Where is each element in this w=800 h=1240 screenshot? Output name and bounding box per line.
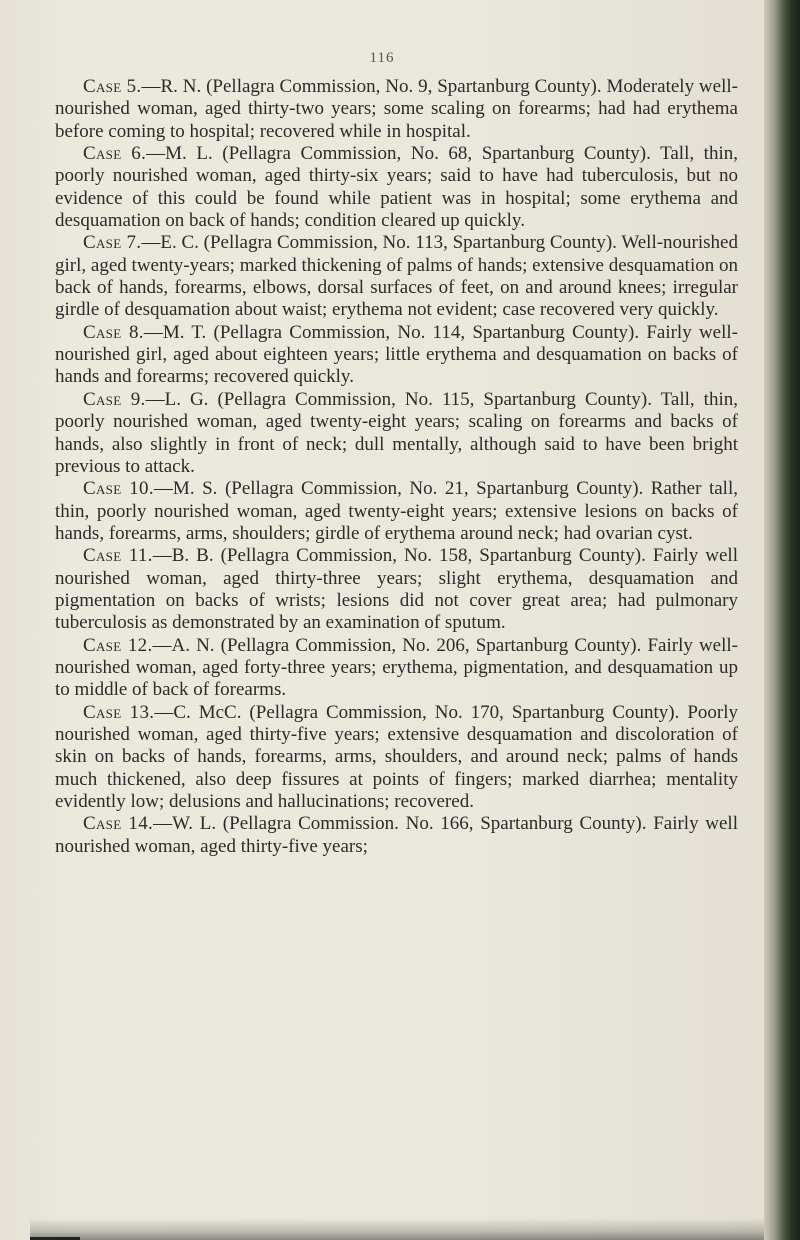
case-text: —M. L. (Pellagra Commission, No. 68, Spartanburg County). Tall, thin, poorly nourished woman, aged thirty-six years; said to have had tuberculosis, but no evidence of this could be found while patient was in hospital; some erythema and desquamation on back of hands; condition cleared up quickly.: [55, 143, 738, 232]
case-label: Case 12.: [83, 634, 153, 656]
case-text: —M. S. (Pellagra Commission, No. 21, Spartanburg County). Rather tall, thin, poorly nourished woman, aged twenty-eight years; extensive lesions on backs of hands, forearms, arms, shoulders; girdle of erythema around neck; had ovarian cyst.: [55, 478, 738, 544]
case-paragraph-6: [55, 143, 738, 232]
case-paragraph-10: [55, 478, 738, 545]
case-label: Case 8.: [83, 321, 144, 343]
case-list: [55, 76, 738, 858]
case-label: Case 14.: [83, 813, 154, 835]
case-paragraph-7: [55, 232, 738, 321]
book-binding-edge: [764, 0, 800, 1240]
case-text: —A. N. (Pellagra Commission, No. 206, Spartanburg County). Fairly well-nourished woman, aged forty-three years; erythema, pigmentation, and desquamation up to middle of back of forearms.: [55, 634, 738, 701]
page-bottom-shadow: [30, 1218, 764, 1240]
case-paragraph-12: [55, 635, 738, 702]
case-text: —C. McC. (Pellagra Commission, No. 170, Spartanburg County). Poorly nourished woman, aged thirty-five years; extensive desquamation and discoloration of skin on backs of hands, forearms, arms, shoulders, and around neck; palms of hands much thickened, also deep fissures at points of fingers; marked diarrhea; mentality evidently low; delusions and hallucinations; recovered.: [55, 701, 738, 812]
case-paragraph-13: [55, 702, 738, 814]
page-number: 116: [369, 50, 395, 66]
case-label: Case 11.: [83, 545, 153, 567]
case-label: Case 9.: [83, 388, 146, 410]
case-label: Case 5.: [83, 76, 142, 97]
case-text: —W. L. (Pellagra Commission. No. 166, Spartanburg County). Fairly well nourished woman, aged thirty-five years;: [55, 813, 738, 857]
case-text: —M. T. (Pellagra Commission, No. 114, Spartanburg County). Fairly well-nourished girl, aged about eighteen years; little erythema and desquamation on backs of hands and forearms; recovered quickly.: [55, 321, 738, 388]
case-text: —R. N. (Pellagra Commission, No. 9, Spartanburg County). Moderately well-nourished woman, aged thirty-two years; some scaling on forearms; had had erythema before coming to hospital; recovered while in hospital.: [55, 76, 738, 142]
case-paragraph-11: [55, 545, 738, 634]
case-label: Case 7.: [83, 232, 142, 254]
case-paragraph-5: [55, 76, 738, 143]
case-paragraph-14: [55, 813, 738, 858]
case-paragraph-9: [55, 389, 738, 478]
case-text: —L. G. (Pellagra Commission, No. 115, Spartanburg County). Tall, thin, poorly nourished woman, aged twenty-eight years; scaling on forearms and backs of hands, also slightly in front of neck; dull mentally, although said to have been bright previous to attack.: [55, 388, 738, 477]
case-label: Case 10.: [83, 478, 154, 500]
case-label: Case 6.: [83, 143, 147, 165]
case-text: —B. B. (Pellagra Commission, No. 158, Spartanburg County). Fairly well nourished woman, aged thirty-three years; slight erythema, desquamation and pigmentation on backs of wrists; lesions did not cover great area; had pulmonary tuberculosis as demonstrated by an examination of sputum.: [55, 545, 738, 634]
case-paragraph-8: [55, 322, 738, 389]
case-label: Case 13.: [83, 701, 155, 723]
case-text: —E. C. (Pellagra Commission, No. 113, Spartanburg County). Well-nourished girl, aged twenty-years; marked thickening of palms of hands; extensive desquamation on back of hands, forearms, elbows, dorsal surfaces of feet, on and around knees; irregular girdle of desquamation about waist; erythema not evident; case recovered very quickly.: [55, 232, 738, 321]
